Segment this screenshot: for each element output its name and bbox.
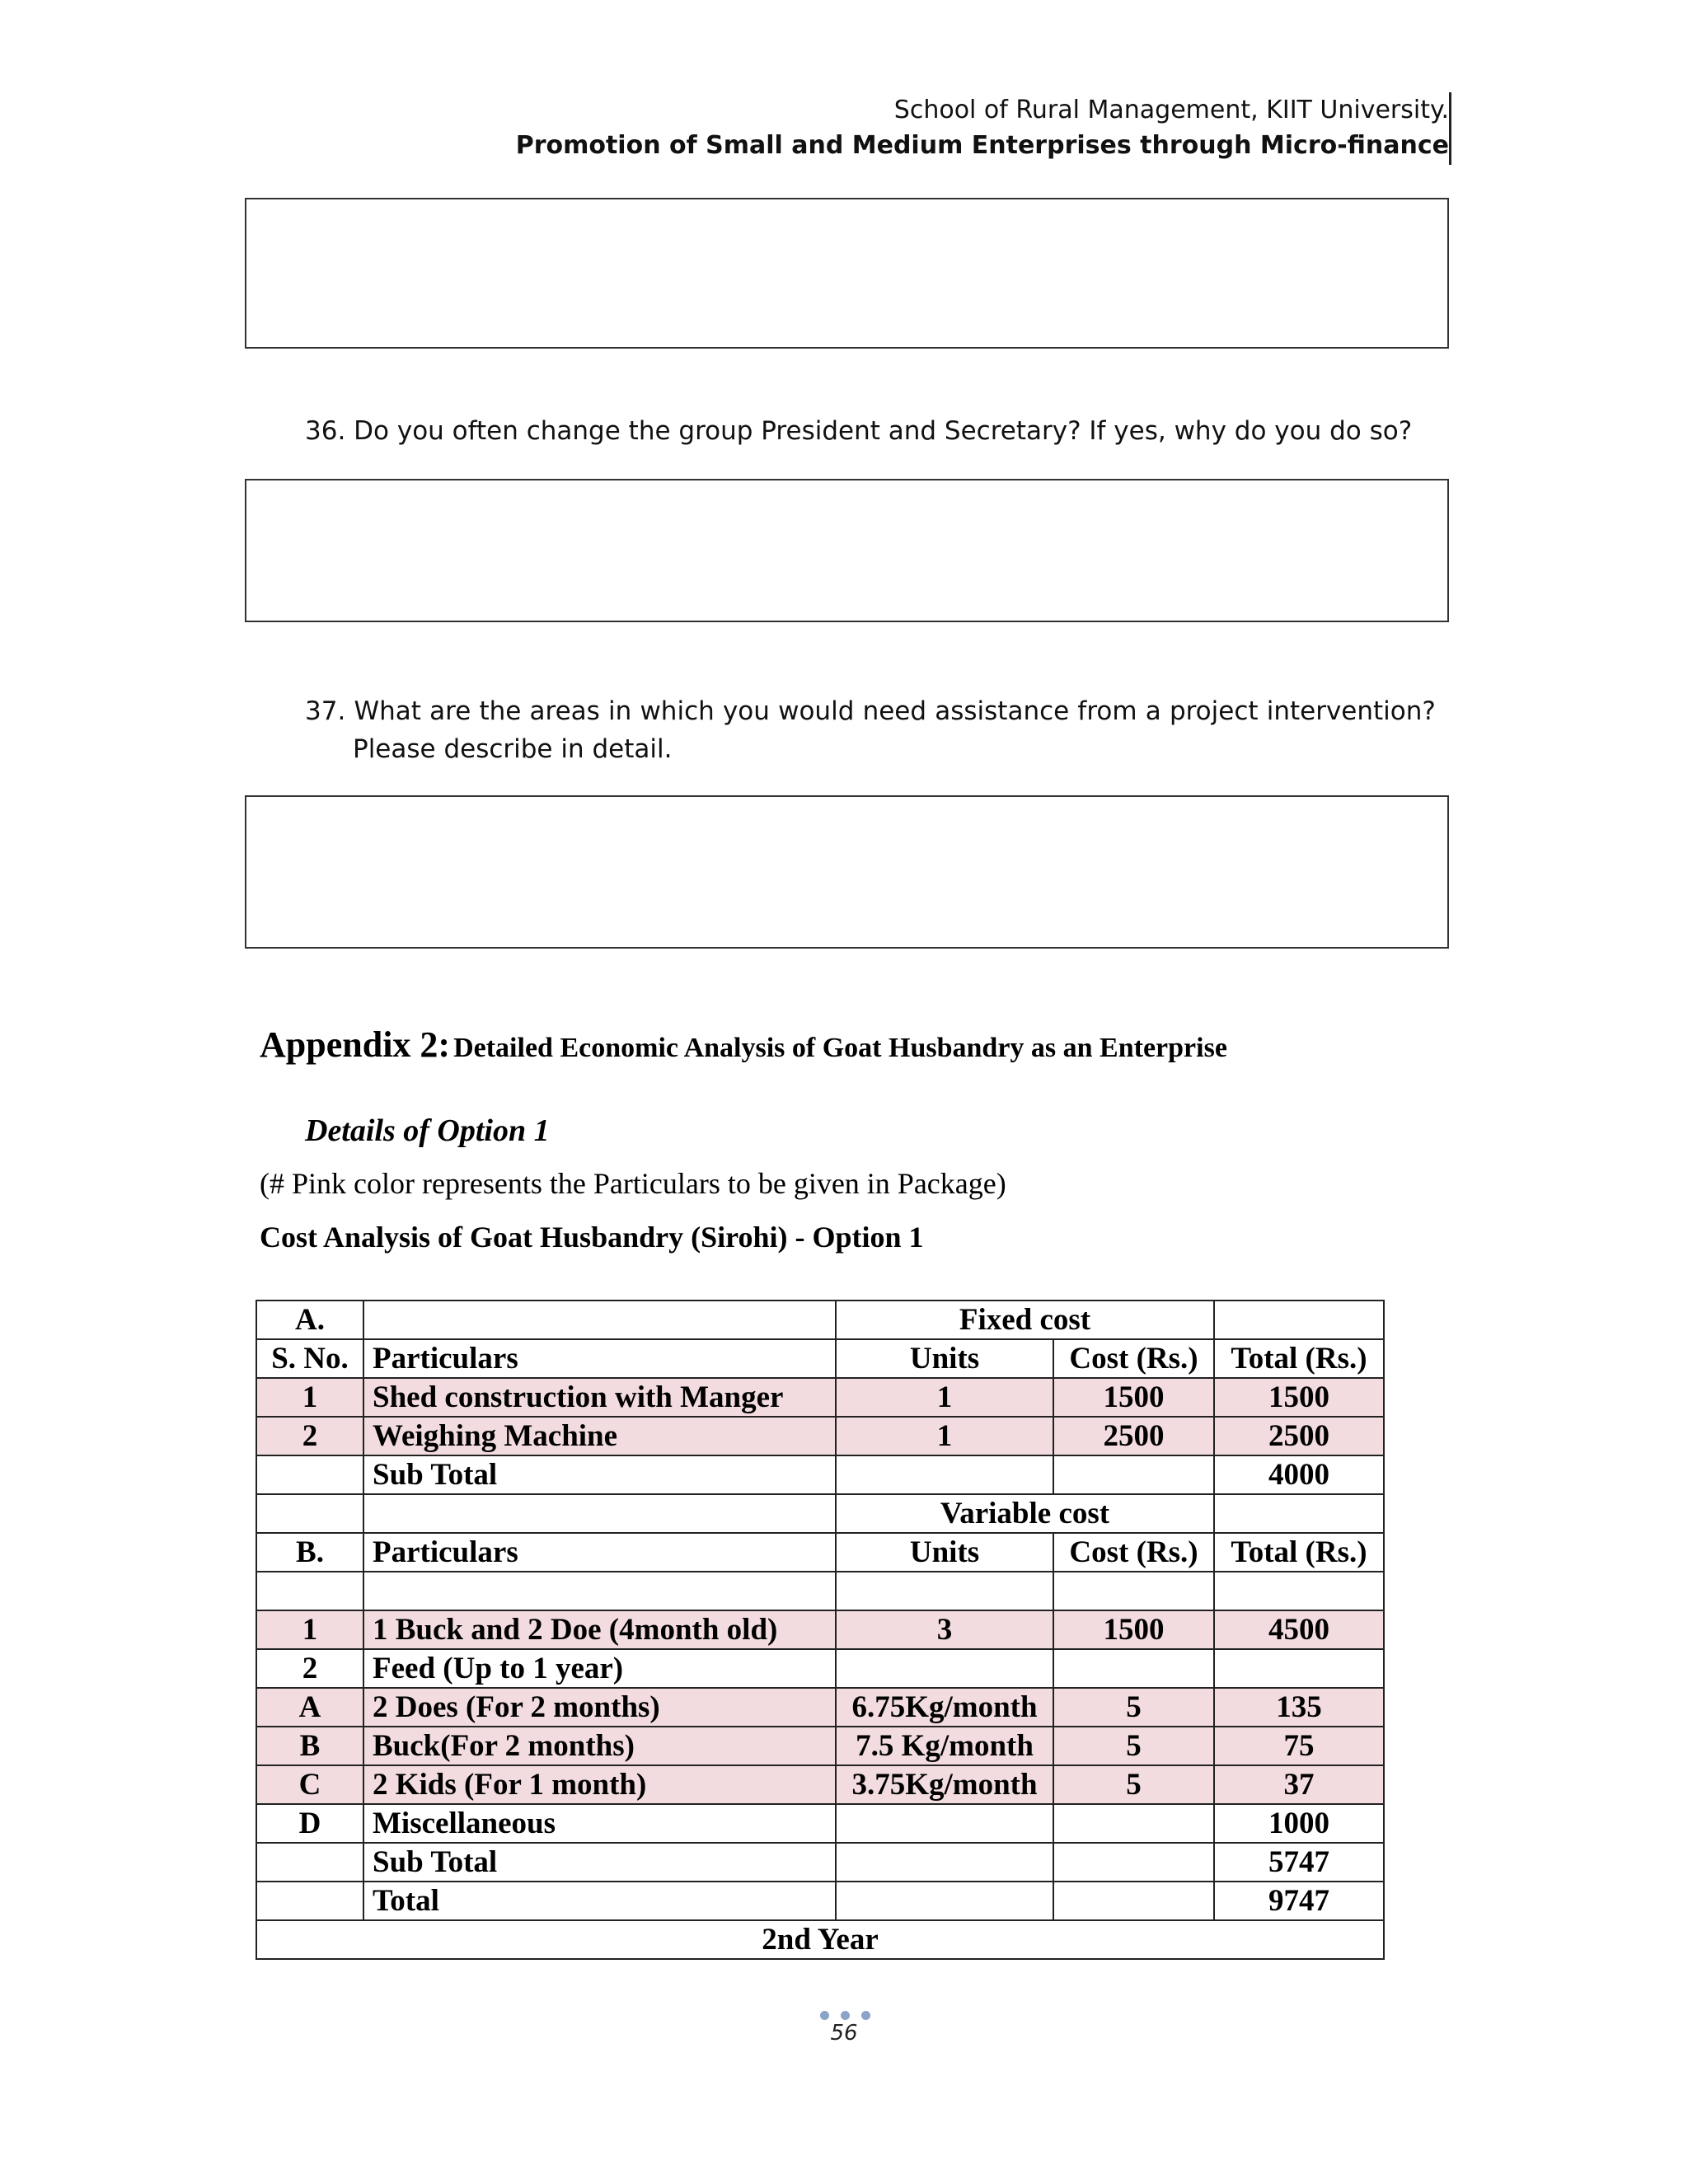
total-cell: 135	[1214, 1688, 1384, 1727]
particular-cell: Buck(For 2 months)	[363, 1727, 836, 1765]
footer-dots-icon	[820, 2011, 870, 2020]
units-cell: 7.5 Kg/month	[836, 1727, 1053, 1765]
project-title: Promotion of Small and Medium Enterprises through Micro-finance	[515, 131, 1449, 160]
table-row	[256, 1494, 1384, 1533]
answer-box-35[interactable]	[245, 198, 1449, 349]
question-36: 36. Do you often change the group President and Secretary? If yes, why do you do so?	[305, 416, 1413, 446]
section-a-label: A.	[256, 1301, 363, 1339]
sno-cell: 2	[256, 1417, 363, 1455]
particulars-header: Particulars	[363, 1533, 836, 1572]
fixed-subtotal-value: 4000	[1214, 1455, 1384, 1494]
option-heading: Details of Option 1	[305, 1113, 550, 1148]
total-cell: 2500	[1214, 1417, 1384, 1455]
particular-cell: Feed (Up to 1 year)	[363, 1649, 836, 1688]
q37-word: assistance	[935, 696, 1070, 726]
page-number: 56	[830, 2021, 858, 2046]
table-row	[256, 1378, 1384, 1417]
answer-box-36[interactable]	[245, 479, 1449, 622]
grand-total-row	[256, 1882, 1384, 1920]
subtotal-label: Sub Total	[363, 1455, 836, 1494]
table-row	[256, 1417, 1384, 1455]
q37-word: intervention?	[1266, 696, 1436, 726]
second-year-row	[256, 1920, 1384, 1959]
cost-cell: 5	[1053, 1765, 1214, 1804]
total-header: Total (Rs.)	[1214, 1533, 1384, 1572]
variable-subtotal-row	[256, 1843, 1384, 1882]
units-cell	[836, 1804, 1053, 1843]
table-row	[256, 1301, 1384, 1339]
pink-color-note: (# Pink color represents the Particulars to be given in Package)	[260, 1167, 1006, 1200]
cost-header: Cost (Rs.)	[1053, 1533, 1214, 1572]
question-37	[305, 692, 1436, 768]
cost-analysis-table	[256, 1300, 1385, 1960]
table-header-row	[256, 1339, 1384, 1378]
grand-total-value: 9747	[1214, 1882, 1384, 1920]
sno-cell: 1	[256, 1378, 363, 1417]
second-year-label: 2nd Year	[256, 1920, 1384, 1959]
q37-word: are	[429, 696, 471, 726]
total-cell: 4500	[1214, 1610, 1384, 1649]
q37-word: from	[1077, 696, 1137, 726]
particular-cell: Miscellaneous	[363, 1804, 836, 1843]
q37-word: project	[1169, 696, 1259, 726]
cost-cell: 1500	[1053, 1610, 1214, 1649]
q37-word: would	[778, 696, 855, 726]
cost-cell: 2500	[1053, 1417, 1214, 1455]
cost-header: Cost (Rs.)	[1053, 1339, 1214, 1378]
institution-name: School of Rural Management, KIIT University.	[893, 96, 1449, 124]
q37-word: areas	[529, 696, 600, 726]
total-cell: 1000	[1214, 1804, 1384, 1843]
q37-word: in	[608, 696, 632, 726]
sno-header: S. No.	[256, 1339, 363, 1378]
appendix-title: Detailed Economic Analysis of Goat Husbandry as an Enterprise	[453, 1033, 1227, 1063]
sno-cell: B	[256, 1727, 363, 1765]
table-row	[256, 1649, 1384, 1688]
q37-word: need	[862, 696, 927, 726]
units-header: Units	[836, 1339, 1053, 1378]
question-37-line-1	[305, 692, 1436, 730]
units-cell: 3	[836, 1610, 1053, 1649]
empty-row	[256, 1572, 1384, 1610]
cost-cell	[1053, 1649, 1214, 1688]
total-cell	[1214, 1649, 1384, 1688]
total-cell: 1500	[1214, 1378, 1384, 1417]
total-cell: 37	[1214, 1765, 1384, 1804]
cost-cell: 5	[1053, 1688, 1214, 1727]
sno-cell: C	[256, 1765, 363, 1804]
particular-cell: Weighing Machine	[363, 1417, 836, 1455]
table-header-row	[256, 1533, 1384, 1572]
header-divider	[1449, 92, 1451, 165]
units-cell: 1	[836, 1417, 1053, 1455]
total-cell: 75	[1214, 1727, 1384, 1765]
variable-cost-header: Variable cost	[836, 1494, 1214, 1533]
appendix-label: Appendix 2:	[260, 1024, 451, 1065]
q37-word: which	[640, 696, 715, 726]
cost-cell: 5	[1053, 1727, 1214, 1765]
table-row	[256, 1688, 1384, 1727]
table-row	[256, 1727, 1384, 1765]
units-header: Units	[836, 1533, 1053, 1572]
table-row	[256, 1765, 1384, 1804]
sno-cell: 2	[256, 1649, 363, 1688]
particular-cell: Shed construction with Manger	[363, 1378, 836, 1417]
answer-box-37[interactable]	[245, 795, 1449, 949]
particular-cell: 2 Does (For 2 months)	[363, 1688, 836, 1727]
total-header: Total (Rs.)	[1214, 1339, 1384, 1378]
cost-cell: 1500	[1053, 1378, 1214, 1417]
units-cell: 6.75Kg/month	[836, 1688, 1053, 1727]
particular-cell: 2 Kids (For 1 month)	[363, 1765, 836, 1804]
fixed-cost-header: Fixed cost	[836, 1301, 1214, 1339]
particulars-header: Particulars	[363, 1339, 836, 1378]
q37-word: What	[354, 696, 421, 726]
q37-word: a	[1145, 696, 1161, 726]
units-cell: 3.75Kg/month	[836, 1765, 1053, 1804]
q37-word: 37.	[305, 696, 346, 726]
cost-analysis-title: Cost Analysis of Goat Husbandry (Sirohi) - Option 1	[260, 1221, 924, 1254]
subtotal-label: Sub Total	[363, 1843, 836, 1882]
fixed-subtotal-row	[256, 1455, 1384, 1494]
table-row	[256, 1804, 1384, 1843]
sno-cell: 1	[256, 1610, 363, 1649]
question-37-line-2: Please describe in detail.	[353, 734, 673, 764]
units-cell	[836, 1649, 1053, 1688]
table-row	[256, 1610, 1384, 1649]
sno-cell: D	[256, 1804, 363, 1843]
appendix-heading	[260, 1024, 1227, 1066]
units-cell: 1	[836, 1378, 1053, 1417]
variable-subtotal-value: 5747	[1214, 1843, 1384, 1882]
particular-cell: 1 Buck and 2 Doe (4month old)	[363, 1610, 836, 1649]
section-b-label: B.	[256, 1533, 363, 1572]
cost-cell	[1053, 1804, 1214, 1843]
page-header	[516, 92, 1449, 163]
q37-word: the	[479, 696, 522, 726]
q37-word: you	[722, 696, 770, 726]
sno-cell: A	[256, 1688, 363, 1727]
total-label: Total	[363, 1882, 836, 1920]
